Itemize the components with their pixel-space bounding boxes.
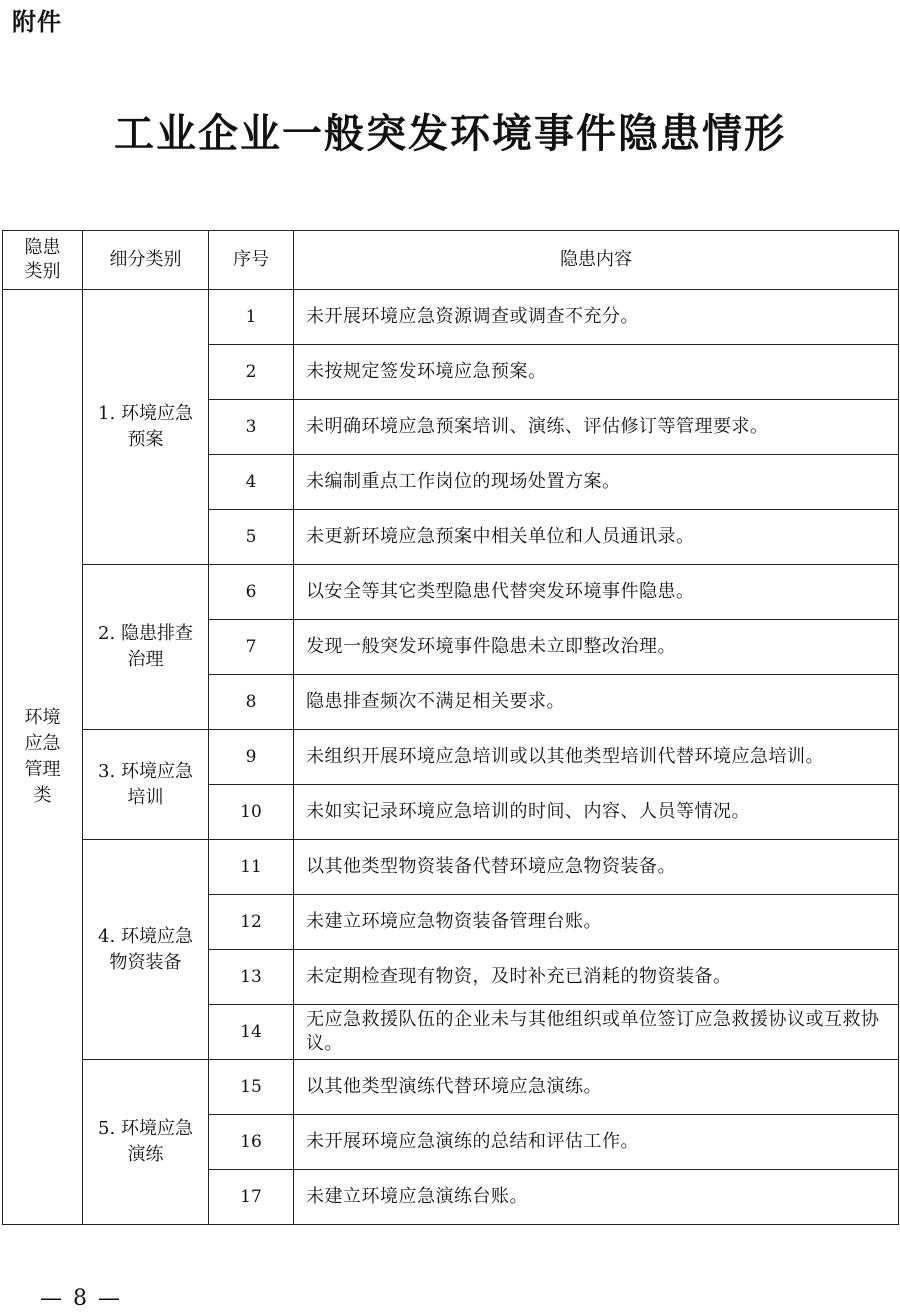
row-content: 未开展环境应急资源调查或调查不充分。 xyxy=(294,290,899,345)
row-number: 1 xyxy=(209,290,294,345)
row-number: 5 xyxy=(209,510,294,565)
table-row xyxy=(3,730,899,785)
subcategory-cell: 2. 隐患排查治理 xyxy=(83,565,209,730)
row-content: 以安全等其它类型隐患代替突发环境事件隐患。 xyxy=(294,565,899,620)
row-content: 无应急救援队伍的企业未与其他组织或单位签订应急救援协议或互救协议。 xyxy=(294,1005,899,1060)
row-content: 发现一般突发环境事件隐患未立即整改治理。 xyxy=(294,620,899,675)
header-category: 隐患类别 xyxy=(3,231,83,290)
row-number: 12 xyxy=(209,895,294,950)
row-content: 以其他类型演练代替环境应急演练。 xyxy=(294,1060,899,1115)
table-row xyxy=(3,290,899,345)
row-number: 10 xyxy=(209,785,294,840)
row-number: 8 xyxy=(209,675,294,730)
subcategory-cell: 1. 环境应急预案 xyxy=(83,290,209,565)
row-content: 未如实记录环境应急培训的时间、内容、人员等情况。 xyxy=(294,785,899,840)
row-content: 未明确环境应急预案培训、演练、评估修订等管理要求。 xyxy=(294,400,899,455)
row-number: 17 xyxy=(209,1170,294,1225)
table-header-row xyxy=(3,231,899,290)
header-content: 隐患内容 xyxy=(294,231,899,290)
row-content: 以其他类型物资装备代替环境应急物资装备。 xyxy=(294,840,899,895)
row-number: 7 xyxy=(209,620,294,675)
row-content: 未编制重点工作岗位的现场处置方案。 xyxy=(294,455,899,510)
row-number: 15 xyxy=(209,1060,294,1115)
row-content: 未组织开展环境应急培训或以其他类型培训代替环境应急培训。 xyxy=(294,730,899,785)
table-row xyxy=(3,1060,899,1115)
subcategory-cell: 3. 环境应急培训 xyxy=(83,730,209,840)
row-content: 未按规定签发环境应急预案。 xyxy=(294,345,899,400)
row-content: 隐患排查频次不满足相关要求。 xyxy=(294,675,899,730)
row-content: 未开展环境应急演练的总结和评估工作。 xyxy=(294,1115,899,1170)
page-number: — 8 — xyxy=(40,1286,122,1311)
row-number: 3 xyxy=(209,400,294,455)
row-number: 16 xyxy=(209,1115,294,1170)
row-number: 11 xyxy=(209,840,294,895)
row-number: 6 xyxy=(209,565,294,620)
row-number: 9 xyxy=(209,730,294,785)
row-number: 4 xyxy=(209,455,294,510)
hazard-table xyxy=(2,230,899,1225)
row-content: 未定期检查现有物资，及时补充已消耗的物资装备。 xyxy=(294,950,899,1005)
row-content: 未建立环境应急物资装备管理台账。 xyxy=(294,895,899,950)
subcategory-cell: 4. 环境应急物资装备 xyxy=(83,840,209,1060)
row-number: 2 xyxy=(209,345,294,400)
subcategory-cell: 5. 环境应急演练 xyxy=(83,1060,209,1225)
row-content: 未更新环境应急预案中相关单位和人员通讯录。 xyxy=(294,510,899,565)
row-number: 13 xyxy=(209,950,294,1005)
attachment-label: 附件 xyxy=(12,8,62,36)
document-title: 工业企业一般突发环境事件隐患情形 xyxy=(114,111,786,157)
table-row xyxy=(3,565,899,620)
header-subcategory: 细分类别 xyxy=(83,231,209,290)
row-number: 14 xyxy=(209,1005,294,1060)
table-row xyxy=(3,840,899,895)
header-number: 序号 xyxy=(209,231,294,290)
row-content: 未建立环境应急演练台账。 xyxy=(294,1170,899,1225)
category-cell: 环境应急管理类 xyxy=(3,290,83,1225)
